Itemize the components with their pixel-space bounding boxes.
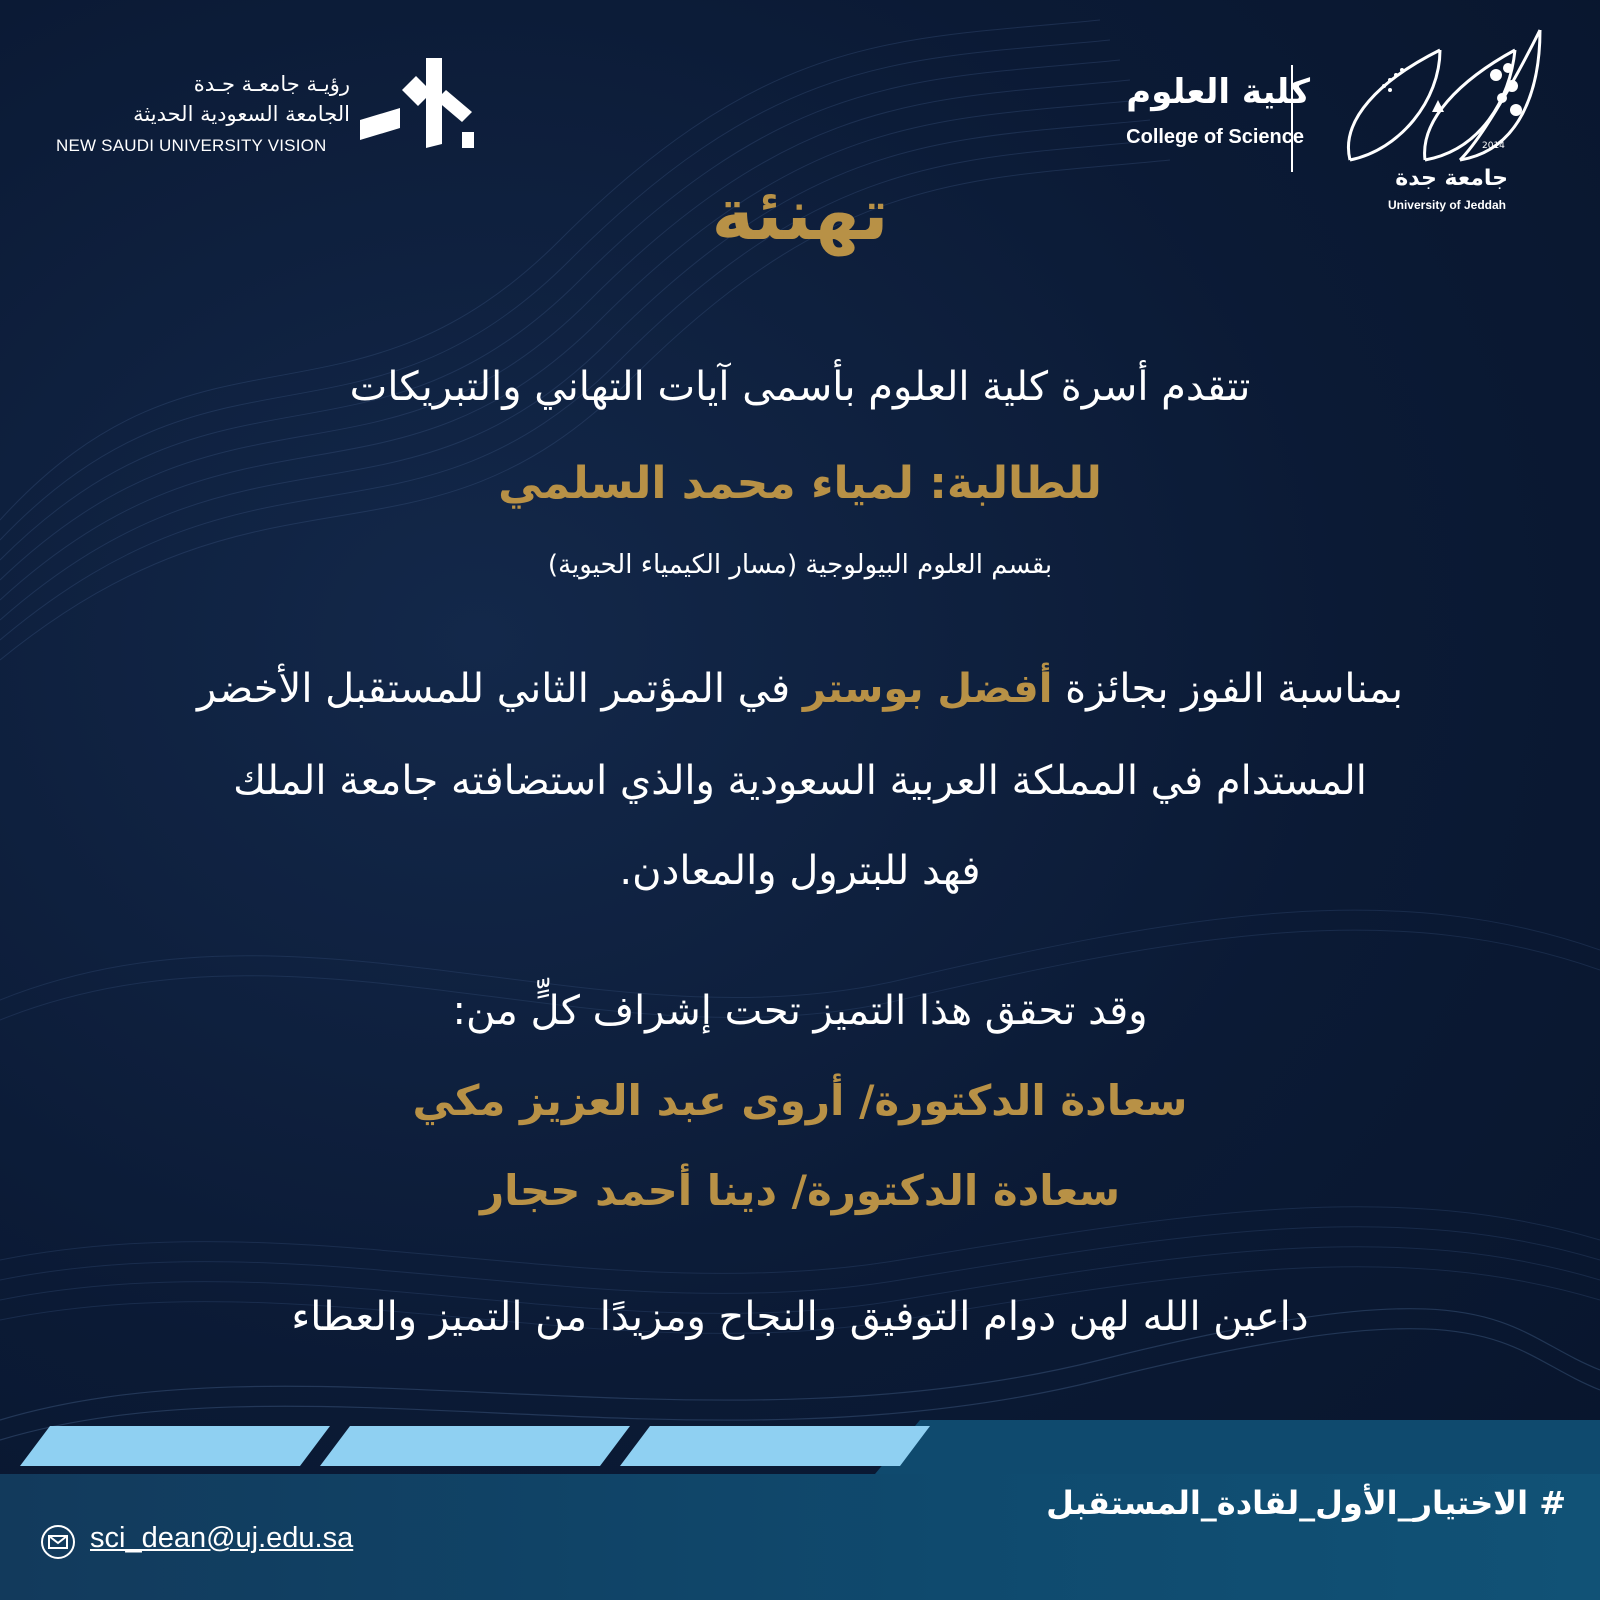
award-line-3: فهد للبترول والمعادن.: [619, 848, 981, 894]
department-text: بقسم العلوم البيولوجية (مسار الكيمياء الحيوية): [547, 550, 1053, 580]
vision-line-1: رؤيـة جامعـة جـدة: [193, 72, 350, 96]
college-name-english: College of Science: [1126, 126, 1304, 148]
supervisor-2: سعادة الدكتورة/ دينا أحمد حجار: [479, 1166, 1121, 1215]
vision-english: NEW SAUDI UNIVERSITY VISION: [56, 136, 327, 155]
founding-year: 2014: [1482, 141, 1505, 151]
college-name-arabic: كلية العلوم: [1126, 72, 1310, 112]
university-name-english: University of Jeddah: [1387, 198, 1506, 212]
student-name: للطالبة: لمياء محمد السلمي: [498, 458, 1102, 509]
hashtag-text: # الاختيار_الأول_لقادة_المستقبل: [1046, 1484, 1566, 1522]
footer-accent-stripes: [0, 1420, 1600, 1480]
award-line-1: [0, 666, 1600, 712]
closing-text: داعين الله لهن دوام التوفيق والنجاح ومزيدًا من التميز والعطاء: [291, 1294, 1309, 1340]
award-text-before: بمناسبة الفوز بجائزة: [1052, 666, 1403, 712]
award-name: أفضل بوستر: [802, 666, 1053, 712]
supervision-intro: وقد تحقق هذا التميز تحت إشراف كلٍّ من:: [452, 988, 1148, 1034]
intro-text: تتقدم أسرة كلية العلوم بأسمى آيات التهاني والتبريكات: [349, 364, 1251, 410]
award-line-2: المستدام في المملكة العربية السعودية والذي استضافته جامعة الملك: [233, 758, 1367, 804]
vision-line-2: الجامعة السعودية الحديثة: [133, 102, 350, 126]
envelope-icon: [40, 1524, 76, 1560]
email-link[interactable]: sci_dean@uj.edu.sa: [90, 1522, 354, 1554]
university-name-arabic: جامعة جدة: [1395, 166, 1508, 191]
award-text-after: في المؤتمر الثاني للمستقبل الأخضر: [197, 666, 803, 712]
supervisor-1: سعادة الدكتورة/ أروى عبد العزيز مكي: [412, 1076, 1188, 1125]
page-title: تهنئة: [711, 172, 889, 256]
